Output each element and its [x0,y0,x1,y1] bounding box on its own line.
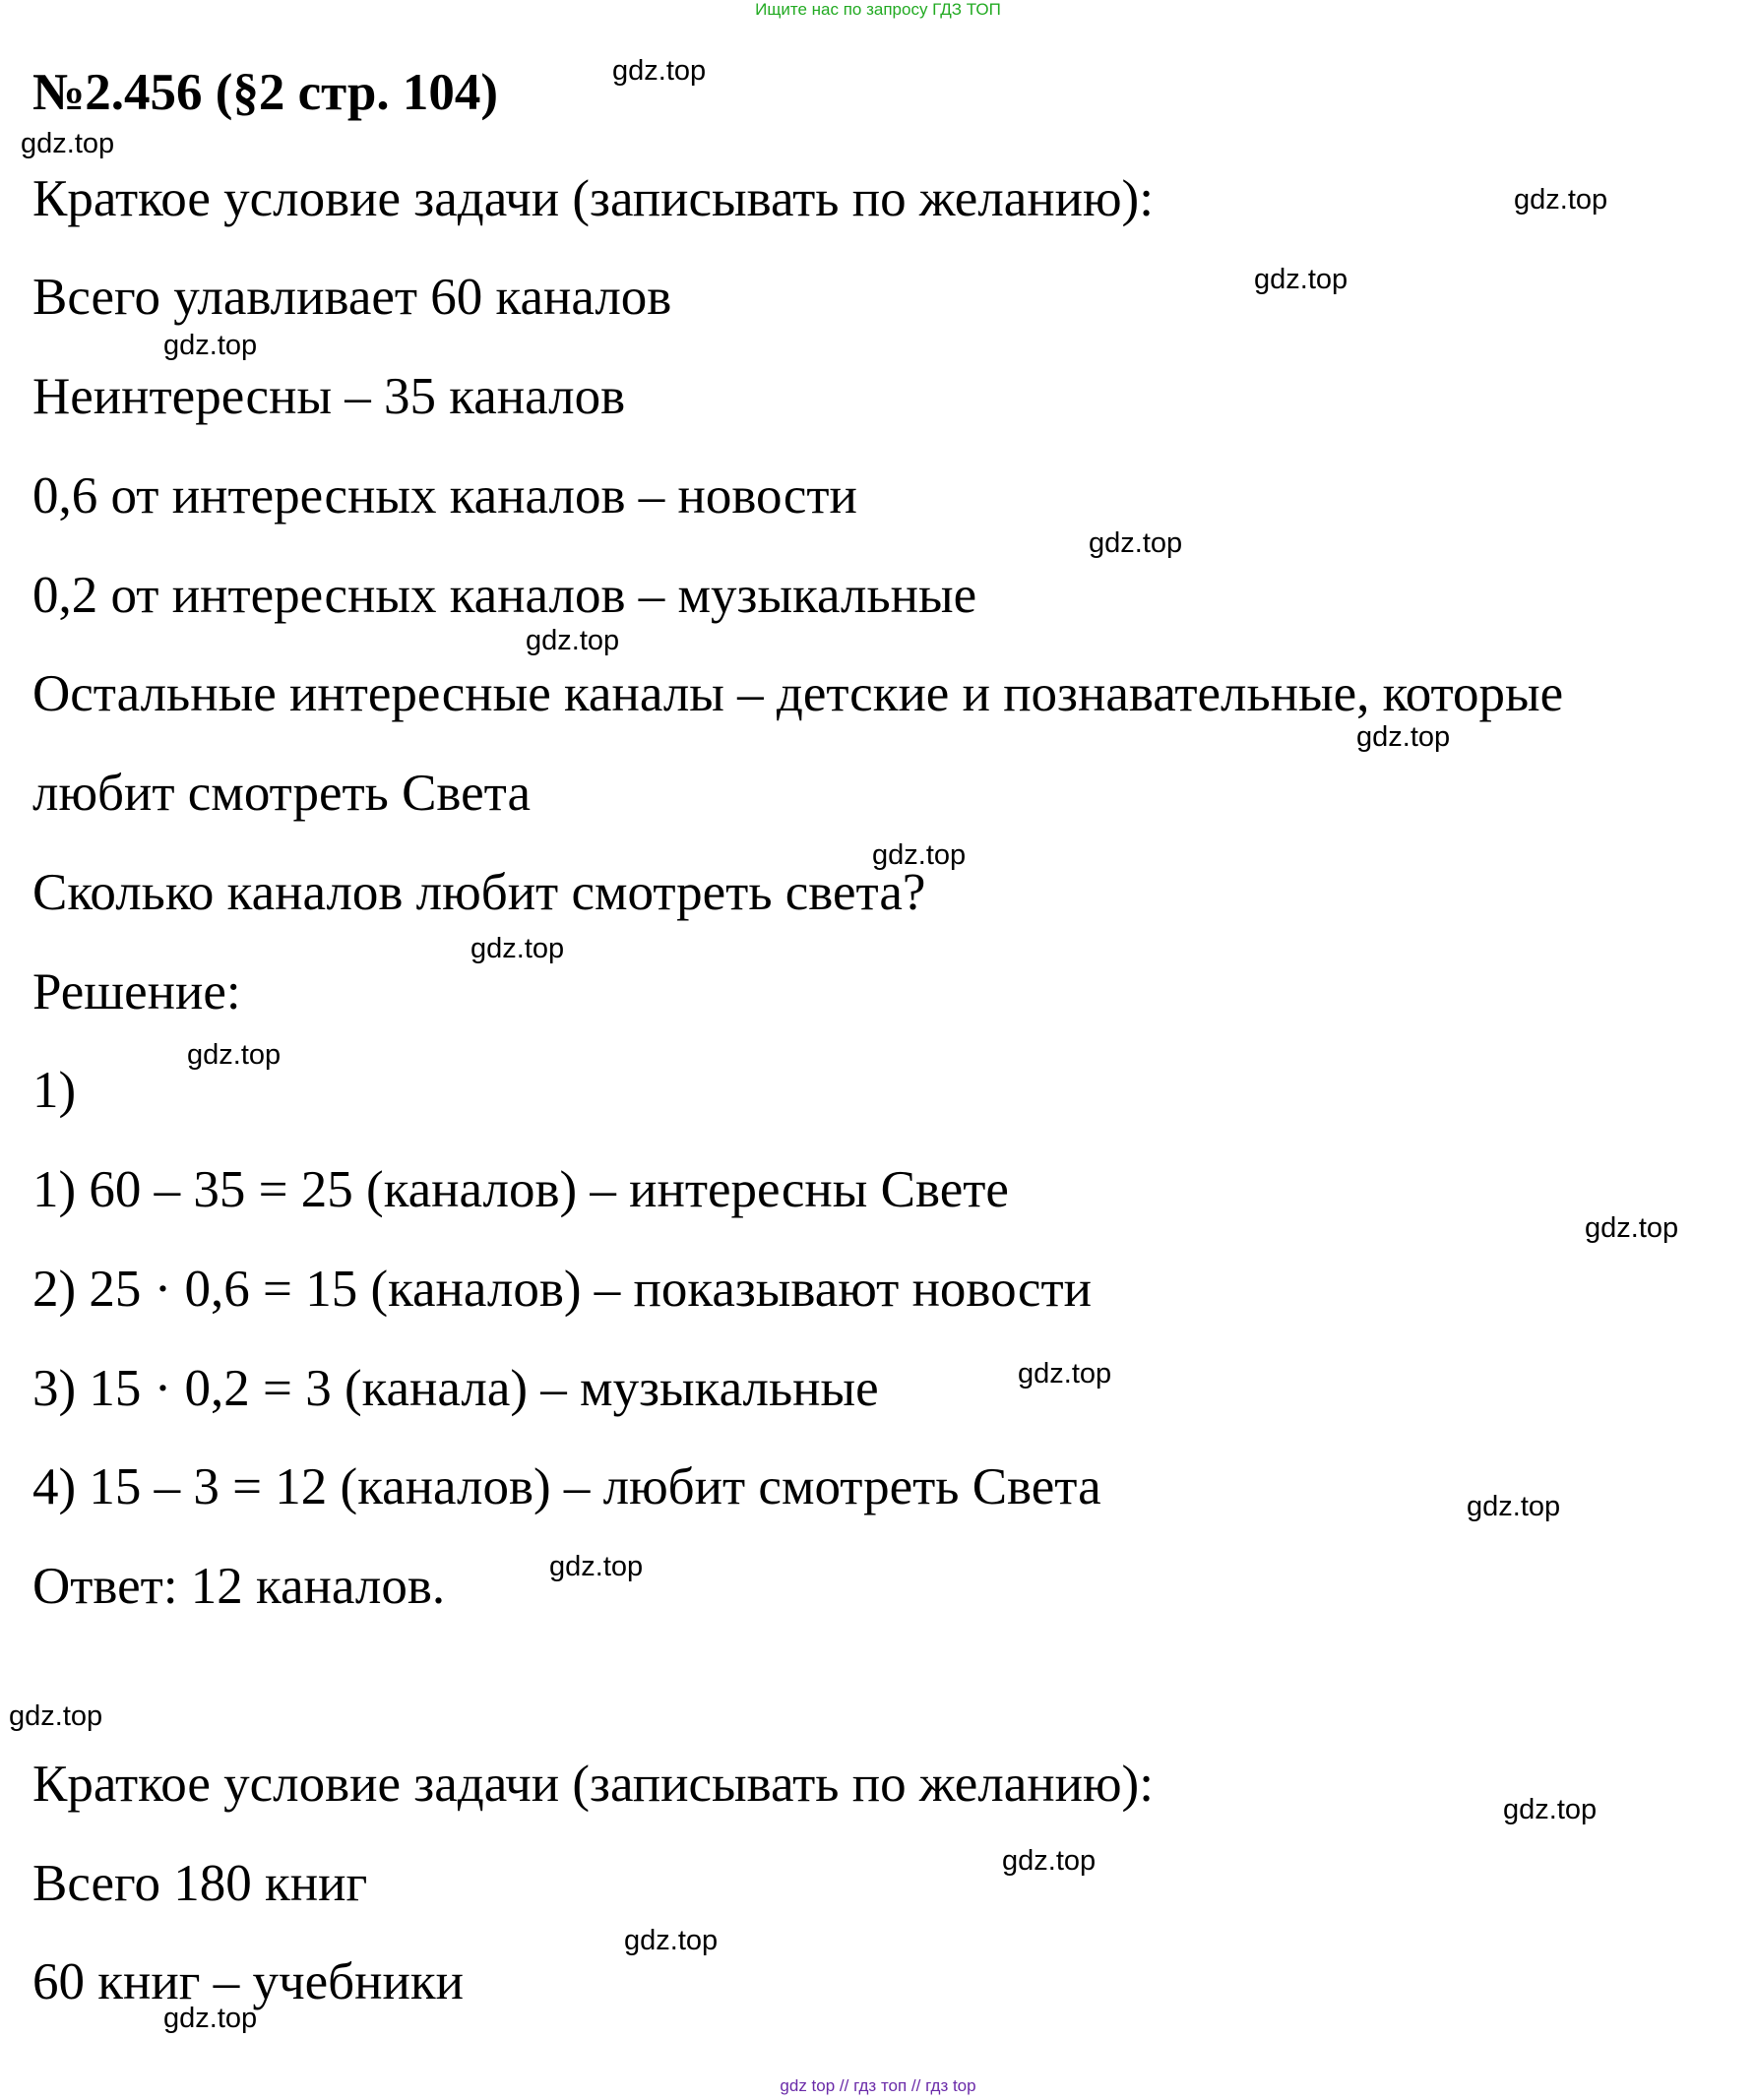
watermark: gdz.top [1585,1212,1679,1244]
condition-line-2: Всего 180 книг [32,1855,368,1912]
watermark: gdz.top [1254,264,1348,295]
watermark: gdz.top [163,2003,258,2034]
watermark: gdz.top [9,1700,103,1732]
solution-step: 2) 25 · 0,6 = 15 (каналов) – показывают новости [32,1261,1092,1318]
condition-heading-2: Краткое условие задачи (записывать по желанию): [32,1756,1154,1813]
task-title: №2.456 (§2 стр. 104) [32,64,498,121]
watermark: gdz.top [163,330,258,361]
watermark: gdz.top [187,1039,282,1071]
watermark: gdz.top [1356,721,1451,753]
condition-line: Всего улавливает 60 каналов [32,269,672,326]
answer-line: Ответ: 12 каналов. [32,1558,446,1615]
watermark: gdz.top [1089,527,1183,559]
watermark: gdz.top [21,128,115,159]
solution-step: 1) 60 – 35 = 25 (каналов) – интересны Свете [32,1161,1009,1218]
watermark: gdz.top [1018,1358,1112,1390]
top-banner: Ищите нас по запросу ГДЗ ТОП [755,0,1001,19]
solution-step: 4) 15 – 3 = 12 (каналов) – любит смотреть Света [32,1458,1101,1515]
question-line: Сколько каналов любит смотреть света? [32,864,926,921]
condition-line: 0,6 от интересных каналов – новости [32,467,857,525]
condition-line: любит смотреть Света [32,765,531,822]
condition-line-2: 60 книг – учебники [32,1953,464,2010]
watermark: gdz.top [1514,184,1608,216]
watermark: gdz.top [1503,1794,1598,1825]
watermark: gdz.top [624,1925,719,1956]
watermark: gdz.top [1002,1845,1097,1877]
solution-heading: Решение: [32,963,241,1020]
solution-step: 1) [32,1062,77,1119]
condition-heading: Краткое условие задачи (записывать по желанию): [32,170,1154,227]
watermark: gdz.top [612,55,707,87]
watermark: gdz.top [872,839,967,871]
watermark: gdz.top [470,933,565,964]
condition-line: Неинтересны – 35 каналов [32,368,626,425]
condition-line: 0,2 от интересных каналов – музыкальные [32,567,977,624]
solution-step: 3) 15 · 0,2 = 3 (канала) – музыкальные [32,1360,879,1417]
bottom-banner: gdz top // гдз топ // гдз top [780,2076,976,2095]
watermark: gdz.top [526,625,620,656]
watermark: gdz.top [549,1551,644,1582]
condition-line: Остальные интересные каналы – детские и познавательные, которые [32,665,1564,722]
watermark: gdz.top [1467,1491,1561,1522]
